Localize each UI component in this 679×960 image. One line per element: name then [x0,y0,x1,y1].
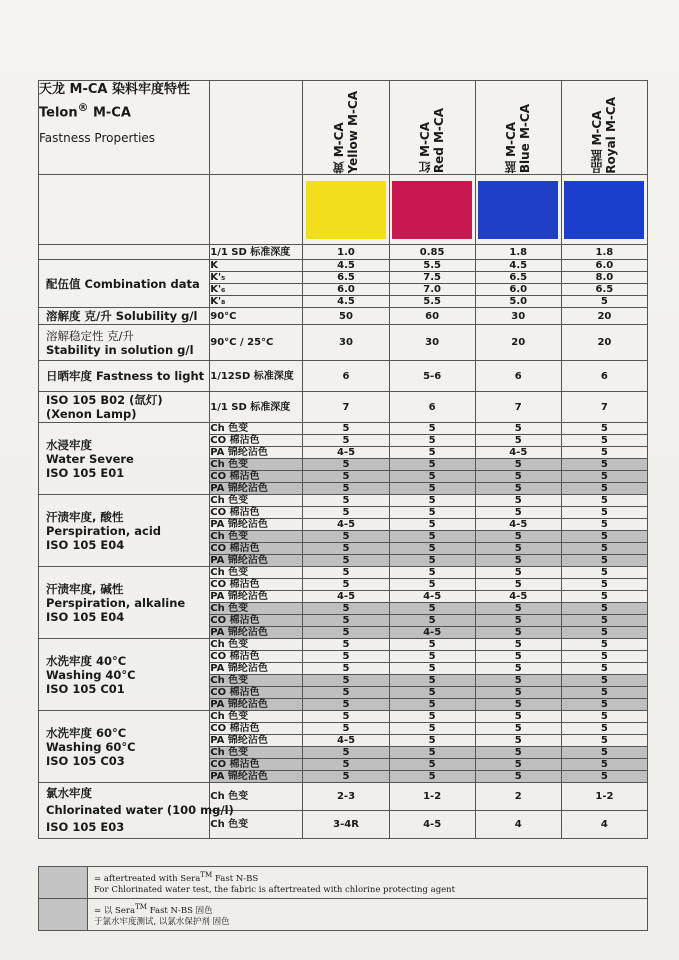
value-cell: 5 [303,663,389,675]
condition-cell: Ch 色变 [210,675,303,687]
condition-cell: CO 棉沾色 [210,435,303,447]
property-label: 汗渍牢度, 碱性 Perspiration, alkaline ISO 105 E04 [39,567,210,639]
condition-cell: CO 棉沾色 [210,507,303,519]
value-cell: 5 [475,699,561,711]
table-row [39,325,648,361]
property-label: ISO 105 B02 (氙灯) (Xenon Lamp) [39,392,210,423]
table-row [39,245,648,260]
value-cell: 5 [303,459,389,471]
value-cell: 5 [475,495,561,507]
value-cell: 4-5 [303,447,389,459]
value-cell: 4-5 [303,735,389,747]
value-cell: 5 [389,555,475,567]
dye-header-yellow [303,81,389,175]
value-cell: 5 [561,651,647,663]
value-cell: 5 [561,459,647,471]
value-cell: 5 [303,759,389,771]
value-cell: 5 [561,519,647,531]
condition-cell: Ch 色变 [210,811,303,839]
value-cell: 6 [389,392,475,423]
condition-cell: PA 锦纶沾色 [210,519,303,531]
condition-cell: K'₆ [210,284,303,296]
dye-name: 蓝 M-CA Blue M-CA [504,104,533,174]
table-row [39,260,648,272]
value-cell: 5 [561,483,647,495]
property-label: 配伍值 Combination data [39,260,210,308]
value-cell: 3-4R [303,811,389,839]
dye-name: 红 M-CA Red M-CA [418,108,447,174]
table-row [39,495,648,507]
value-cell: 5 [303,435,389,447]
value-cell: 4-5 [475,519,561,531]
value-cell: 5 [475,615,561,627]
value-cell: 7 [475,392,561,423]
value-cell: 5 [389,735,475,747]
value-cell: 20 [561,325,647,361]
condition-cell: Ch 色变 [210,531,303,543]
header-row [39,81,648,175]
footnote-table [38,866,648,931]
condition-cell: CO 棉沾色 [210,687,303,699]
property-label: 溶解度 克/升 Solubility g/l [39,308,210,325]
condition-cell: Ch 色变 [210,495,303,507]
condition-cell: K'₈ [210,296,303,308]
value-cell: 5.5 [389,260,475,272]
value-cell: 2 [475,783,561,811]
value-cell: 5 [303,567,389,579]
condition-cell: 90°C [210,308,303,325]
value-cell: 5.0 [475,296,561,308]
value-cell: 5 [561,675,647,687]
value-cell: 4-5 [303,519,389,531]
value-cell: 5 [475,567,561,579]
value-cell: 7 [561,392,647,423]
value-cell: 5 [389,603,475,615]
value-cell: 5 [561,735,647,747]
value-cell: 5 [303,723,389,735]
value-cell: 4.5 [303,260,389,272]
value-cell: 5 [303,771,389,783]
condition-cell: PA 锦纶沾色 [210,447,303,459]
value-cell: 6.5 [303,272,389,284]
legend-marker-gray [39,867,88,899]
value-cell: 4.5 [475,260,561,272]
value-cell: 5 [389,567,475,579]
value-cell: 5 [561,663,647,675]
value-cell: 1-2 [389,783,475,811]
swatch-row [39,175,648,245]
value-cell: 5 [389,699,475,711]
value-cell: 5 [561,747,647,759]
value-cell: 5 [561,759,647,771]
value-cell: 4-5 [389,591,475,603]
value-cell: 7.5 [389,272,475,284]
condition-cell: PA 锦纶沾色 [210,555,303,567]
value-cell: 5 [389,723,475,735]
value-cell: 20 [561,308,647,325]
value-cell: 5 [303,543,389,555]
value-cell: 5 [561,615,647,627]
dye-header-blue [475,81,561,175]
value-cell: 5 [303,747,389,759]
value-cell: 5 [475,639,561,651]
value-cell: 4 [475,811,561,839]
value-cell: 5 [475,663,561,675]
value-cell: 4-5 [475,447,561,459]
value-cell: 6.0 [475,284,561,296]
value-cell: 5 [389,543,475,555]
value-cell: 5 [561,603,647,615]
condition-cell: Ch 色变 [210,783,303,811]
value-cell: 5 [303,603,389,615]
value-cell: 2-3 [303,783,389,811]
condition-cell: CO 棉沾色 [210,615,303,627]
value-cell: 6 [475,361,561,392]
value-cell: 5 [389,615,475,627]
value-cell: 8.0 [561,272,647,284]
condition-cell: 90°C / 25°C [210,325,303,361]
value-cell: 5 [303,699,389,711]
condition-cell: CO 棉沾色 [210,759,303,771]
value-cell: 5 [303,423,389,435]
value-cell: 5 [303,495,389,507]
condition-cell: PA 锦纶沾色 [210,699,303,711]
title-cn: 天龙 M-CA 染料牢度特性 [39,82,190,97]
condition-cell: PA 锦纶沾色 [210,771,303,783]
property-label: 氯水牢度 Chlorinated water (100 mg/l) ISO 105 E03 [39,783,210,839]
condition-cell: PA 锦纶沾色 [210,663,303,675]
value-cell: 5.5 [389,296,475,308]
title-brand: Telon® M-CA [39,101,131,121]
value-cell: 1.0 [303,245,389,260]
value-cell: 5 [475,555,561,567]
table-row [39,392,648,423]
value-cell: 6.0 [303,284,389,296]
table-row [39,423,648,435]
value-cell: 5 [475,603,561,615]
value-cell: 5 [389,471,475,483]
value-cell: 4.5 [303,296,389,308]
condition-cell: CO 棉沾色 [210,651,303,663]
table-row [39,361,648,392]
property-label: 溶解稳定性 克/升 Stability in solution g/l [39,325,210,361]
dye-header-red [389,81,475,175]
value-cell: 5 [389,651,475,663]
swatch-blue [478,181,558,239]
value-cell: 5 [303,675,389,687]
table-row [39,639,648,651]
value-cell: 5 [561,423,647,435]
condition-cell: CO 棉沾色 [210,579,303,591]
value-cell: 5 [475,675,561,687]
table-row [39,783,648,811]
condition-cell: Ch 色变 [210,423,303,435]
value-cell: 1.8 [561,245,647,260]
value-cell: 5 [389,579,475,591]
condition-cell: Ch 色变 [210,603,303,615]
condition-cell: Ch 色变 [210,747,303,759]
value-cell: 5 [303,471,389,483]
value-cell: 7 [303,392,389,423]
value-cell: 5 [389,495,475,507]
legend-marker-gray [39,898,88,930]
value-cell: 5 [561,555,647,567]
property-label: 水洗牢度 40°C Washing 40°C ISO 105 C01 [39,639,210,711]
value-cell: 5 [303,639,389,651]
value-cell: 5 [303,651,389,663]
value-cell: 5 [475,471,561,483]
condition-cell: Ch 色变 [210,567,303,579]
value-cell: 5 [389,435,475,447]
condition-cell: K [210,260,303,272]
property-label: 日晒牢度 Fastness to light [39,361,210,392]
value-cell: 5 [389,711,475,723]
value-cell: 5 [475,627,561,639]
condition-cell: Ch 色变 [210,639,303,651]
value-cell: 30 [389,325,475,361]
value-cell: 50 [303,308,389,325]
property-label: 水浸牢度 Water Severe ISO 105 E01 [39,423,210,495]
condition-cell: CO 棉沾色 [210,723,303,735]
value-cell: 30 [303,325,389,361]
value-cell: 5 [303,615,389,627]
value-cell: 5 [561,543,647,555]
value-cell: 5 [389,447,475,459]
value-cell: 5 [389,507,475,519]
property-label [39,245,210,260]
value-cell: 5 [303,687,389,699]
dye-header-royal [561,81,647,175]
value-cell: 6.0 [561,260,647,272]
condition-cell: CO 棉沾色 [210,471,303,483]
condition-cell: PA 锦纶沾色 [210,483,303,495]
value-cell: 5-6 [389,361,475,392]
value-cell: 6 [561,361,647,392]
value-cell: 5 [561,495,647,507]
value-cell: 5 [389,771,475,783]
condition-cell: PA 锦纶沾色 [210,627,303,639]
value-cell: 5 [561,579,647,591]
value-cell: 4-5 [389,811,475,839]
value-cell: 5 [561,687,647,699]
footnote-cn: = 以 Sera™ Fast N-BS 固色 于氯水牢度测试, 以氯水保护剂 固色 [88,898,648,930]
value-cell: 5 [389,663,475,675]
condition-cell: Ch 色变 [210,711,303,723]
value-cell: 5 [475,747,561,759]
dye-name: 品蓝 M-CA Royal M-CA [590,96,619,174]
value-cell: 5 [561,723,647,735]
value-cell: 5 [561,771,647,783]
value-cell: 5 [389,639,475,651]
value-cell: 5 [475,435,561,447]
value-cell: 5 [475,711,561,723]
value-cell: 5 [561,507,647,519]
value-cell: 5 [561,435,647,447]
value-cell: 30 [475,308,561,325]
value-cell: 5 [475,543,561,555]
value-cell: 5 [475,723,561,735]
value-cell: 4-5 [303,591,389,603]
condition-cell: K'₅ [210,272,303,284]
value-cell: 5 [561,567,647,579]
value-cell: 5 [389,519,475,531]
value-cell: 5 [389,675,475,687]
value-cell: 5 [303,555,389,567]
condition-cell: PA 锦纶沾色 [210,591,303,603]
condition-cell: Ch 色变 [210,459,303,471]
header-blank [210,81,303,175]
swatch-royal [564,181,644,239]
value-cell: 5 [561,639,647,651]
value-cell: 5 [561,531,647,543]
value-cell: 5 [561,711,647,723]
value-cell: 6.5 [561,284,647,296]
value-cell: 5 [389,687,475,699]
value-cell: 5 [303,507,389,519]
value-cell: 5 [475,531,561,543]
table-row [39,711,648,723]
subtitle: Fastness Properties [39,131,156,146]
condition-cell: PA 锦纶沾色 [210,735,303,747]
table-row [39,567,648,579]
value-cell: 5 [389,747,475,759]
fastness-table [38,80,648,839]
value-cell: 5 [475,579,561,591]
value-cell: 0.85 [389,245,475,260]
value-cell: 5 [561,591,647,603]
value-cell: 5 [561,471,647,483]
value-cell: 6 [303,361,389,392]
value-cell: 5 [475,423,561,435]
value-cell: 5 [475,651,561,663]
value-cell: 5 [475,771,561,783]
condition-cell: 1/12SD 标准深度 [210,361,303,392]
value-cell: 7.0 [389,284,475,296]
swatch-red [392,181,472,239]
value-cell: 5 [475,735,561,747]
value-cell: 1.8 [475,245,561,260]
condition-cell: 1/1 SD 标准深度 [210,392,303,423]
value-cell: 5 [475,483,561,495]
value-cell: 5 [475,507,561,519]
condition-cell: 1/1 SD 标准深度 [210,245,303,260]
title-cell [39,81,210,175]
value-cell: 5 [389,459,475,471]
value-cell: 4-5 [389,627,475,639]
value-cell: 5 [303,627,389,639]
value-cell: 5 [475,759,561,771]
value-cell: 5 [389,423,475,435]
property-label: 汗渍牢度, 酸性 Perspiration, acid ISO 105 E04 [39,495,210,567]
value-cell: 5 [475,687,561,699]
value-cell: 4-5 [475,591,561,603]
value-cell: 5 [303,531,389,543]
value-cell: 1-2 [561,783,647,811]
value-cell: 60 [389,308,475,325]
value-cell: 4 [561,811,647,839]
value-cell: 20 [475,325,561,361]
value-cell: 5 [561,296,647,308]
value-cell: 5 [303,579,389,591]
condition-cell: CO 棉沾色 [210,543,303,555]
value-cell: 5 [389,531,475,543]
value-cell: 5 [561,699,647,711]
table-row [39,308,648,325]
value-cell: 5 [561,627,647,639]
value-cell: 6.5 [475,272,561,284]
value-cell: 5 [475,459,561,471]
value-cell: 5 [303,483,389,495]
property-label: 水洗牢度 60°C Washing 60°C ISO 105 C03 [39,711,210,783]
dye-name: 黄 M-CA Yellow M-CA [332,91,361,174]
value-cell: 5 [389,483,475,495]
value-cell: 5 [389,759,475,771]
value-cell: 5 [303,711,389,723]
value-cell: 5 [561,447,647,459]
swatch-yellow [306,181,386,239]
footnote-en: = aftertreated with Sera™ Fast N-BS For Chlorinated water test, the fabric is aftertreated with chlorine protecting agent [88,867,648,899]
